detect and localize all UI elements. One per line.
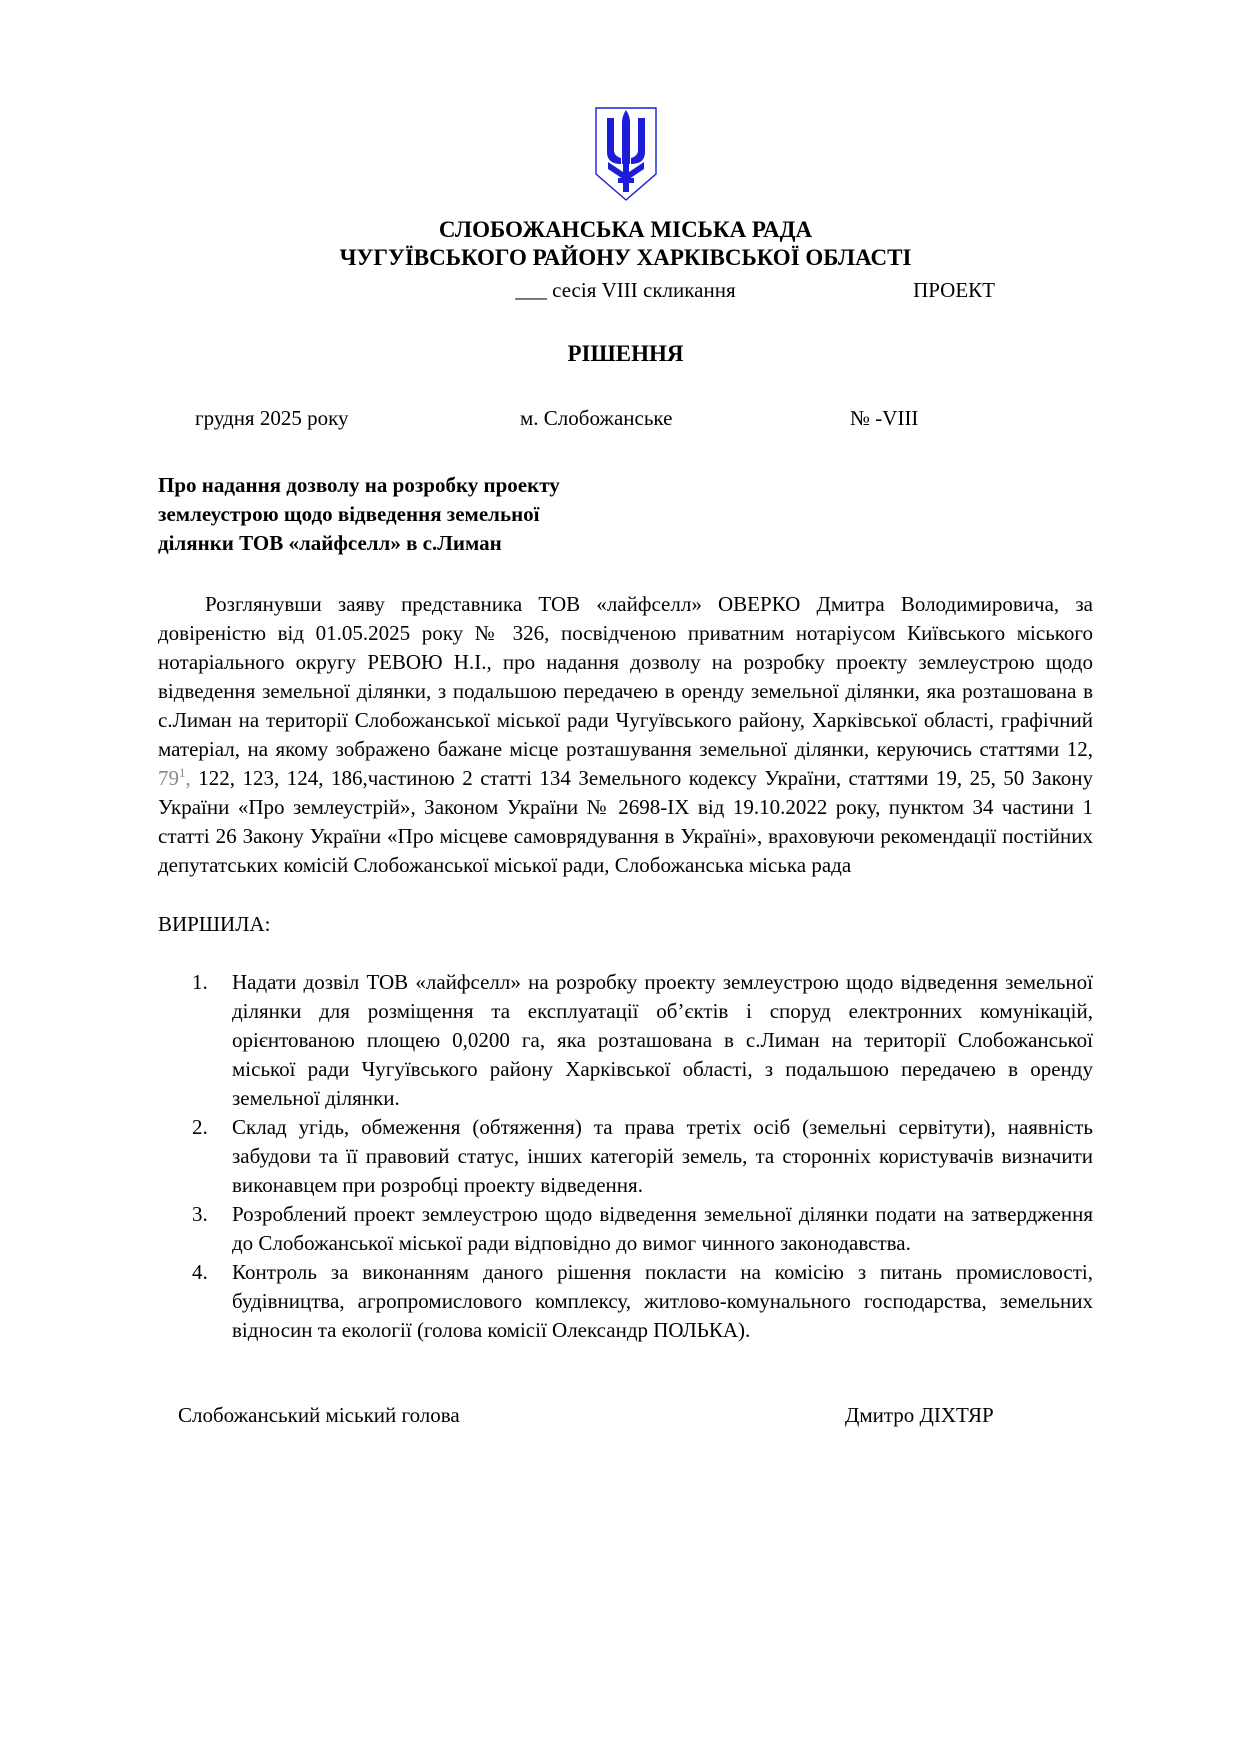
resolution-item [192,1113,1093,1200]
resolved-label: ВИРШИЛА: [158,912,271,936]
meta-line [158,404,1093,433]
signature-line [158,1401,1093,1430]
resolution-number: 1. [192,970,208,994]
resolution-text: Надати дозвіл ТОВ «лайфселл» на розробку проекту землеустрою щодо відведення земельної ділянки для розміщення та експлуатації об’єктів і споруд електронних комунікацій, орієнтованою площею 0,0200 га, яка розташована в с.Лиман на території Слобожанської міської ради Чугуївського району Харківської області, з подальшою передачею в оренду земельної ділянки. [232,970,1093,1110]
emblem-block [158,106,1093,210]
project-label: ПРОЕКТ [913,278,995,302]
resolution-text: Контроль за виконанням даного рішення покласти на комісію з питань промисловості, будівництва, агропромислового комплексу, житлово-комунального господарства, земельних відносин та екології (голова комісії Олександр ПОЛЬКА). [232,1260,1093,1342]
doc-type-title: РІШЕННЯ [567,341,684,366]
resolution-number: 4. [192,1260,208,1284]
resolution-item [192,1258,1093,1345]
ukraine-trident-icon [594,106,658,202]
doc-place: м. Слобожанське [520,406,673,430]
intro-paragraph [158,590,1093,880]
resolution-number: 2. [192,1115,208,1139]
session-line [158,276,1093,305]
doc-number: № -VIII [850,406,919,430]
intro-text-after: 122, 123, 124, 186,частиною 2 статті 134 Земельного кодексу України, статтями 19, 25, 50 Закону України «Про землеустрій», Законом України № 2698-IX від 19.10.2022 року, пунктом 34 частини 1 статті 26 Закону України «Про місцеве самоврядування в Україні», враховуючи рекомендації постійних депутатських комісій Слобожанської міської ради, Слобожанська міська рада [158,766,1093,877]
resolution-number: 3. [192,1202,208,1226]
intro-text-before: Розглянувши заяву представника ТОВ «лайфселл» ОВЕРКО Дмитра Володимировича, за довіреністю від 01.05.2025 року № 326, посвідченою приватним нотаріусом Київського міського нотаріального округу РЕВОЮ Н.І., про надання дозволу на розробку проекту землеустрою щодо відведення земельної ділянки, з подальшою передачею в оренду земельної ділянки, яка розташована в с.Лиман на території Слобожанської міської ради Чугуївського району, Харківської області, графічний матеріал, на якому зображено бажане місце розташування земельної ділянки, керуючись статтями 12, [158,592,1093,761]
district-name: ЧУГУЇВСЬКОГО РАЙОНУ ХАРКІВСЬКОЇ ОБЛАСТІ [339,245,912,270]
doc-date: грудня 2025 року [195,406,349,430]
council-name: СЛОБОЖАНСЬКА МІСЬКА РАДА [438,217,813,242]
legal-ref-superscript: 1 [179,765,186,780]
subject-line-1: Про надання дозволу на розробку проекту [158,473,560,497]
subject-line-2: землеустрою щодо відведення земельної [158,502,540,526]
resolution-text: Склад угідь, обмеження (обтяження) та права третіх осіб (земельні сервітути), наявність забудови та її правовий статус, інших категорій земель, та сторонніх користувачів визначити виконавцем при розробці проекту відведення. [232,1115,1093,1197]
resolutions-list [192,968,1093,1345]
signature-name: Дмитро ДІХТЯР [845,1403,994,1427]
signature-title: Слобожанський міський голова [178,1403,460,1427]
resolution-item [192,1200,1093,1258]
resolution-text: Розроблений проект землеустрою щодо відведення земельної ділянки подати на затвердження до Слобожанської міської ради відповідно до вимог чинного законодавства. [232,1202,1093,1255]
resolution-item [192,968,1093,1113]
subject-line-3: ділянки ТОВ «лайфселл» в с.Лиман [158,531,502,555]
subject-block [158,471,1093,558]
legal-ref-79: $79^1$, [158,765,191,790]
session-text: ___ сесія VIII скликання [515,278,736,302]
